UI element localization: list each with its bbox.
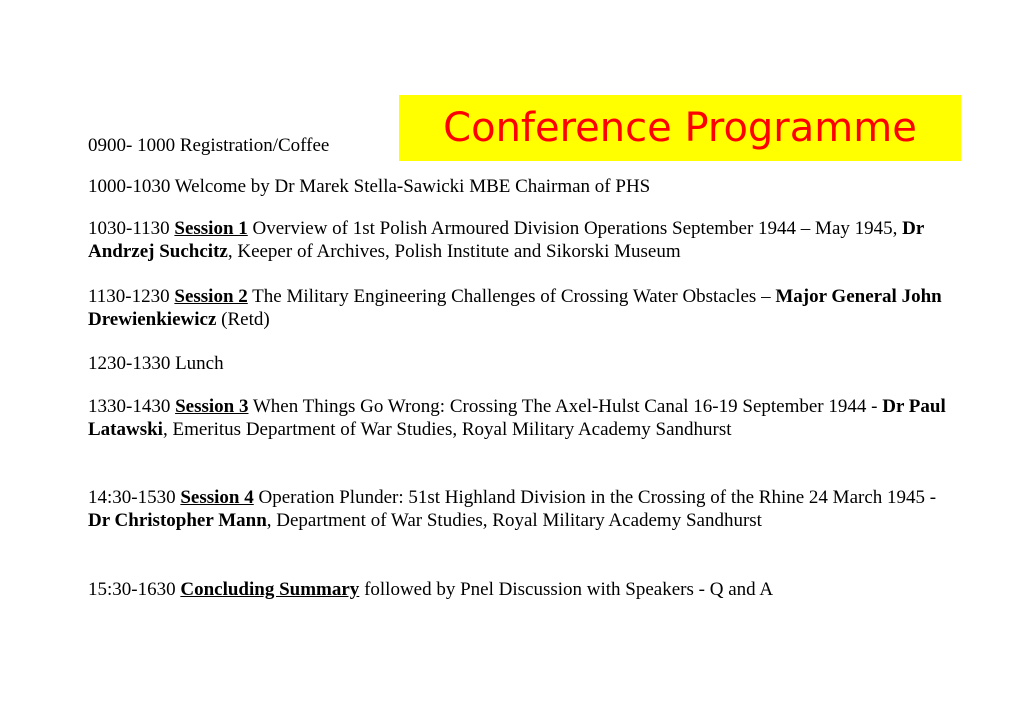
page-title: Conference Programme [443, 105, 917, 151]
programme-entry-concluding-summary [88, 578, 808, 601]
entry-text: 1330-1430 [88, 396, 176, 417]
entry-text: , Keeper of Archives, Polish Institute and Sikorski Museum [227, 241, 681, 262]
session-label: Session 1 [174, 218, 248, 239]
speaker-name: Dr Paul Latawski [88, 396, 946, 440]
entry-text: (Retd) [216, 309, 270, 330]
session-label: Session 3 [175, 396, 249, 417]
entry-text: 1130-1230 [88, 286, 175, 307]
session-label: Session 4 [180, 487, 254, 508]
programme-entry-registration [88, 134, 948, 157]
entry-text: , Department of War Studies, Royal Military Academy Sandhurst [266, 510, 762, 531]
entry-text: 1230-1330 Lunch [88, 353, 224, 374]
entry-text: 1030-1130 [88, 218, 175, 239]
entry-text: The Military Engineering Challenges of Crossing Water Obstacles – [247, 286, 776, 307]
entry-text: 0900- 1000 Registration/Coffee [88, 135, 330, 156]
session-label: Session 2 [174, 286, 248, 307]
programme-entry-session-3 [88, 395, 948, 441]
programme-entry-session-1 [88, 217, 948, 263]
programme-entry-welcome [88, 175, 948, 198]
entry-text: Overview of 1st Polish Armoured Division Operations September 1944 – May 1945, [247, 218, 903, 239]
speaker-name: Dr Andrzej Suchcitz [88, 218, 924, 262]
programme-entry-session-2 [88, 285, 948, 331]
entry-text: Operation Plunder: 51st Highland Division in the Crossing of the Rhine 24 March 1945 - [253, 487, 937, 508]
entry-text: , Emeritus Department of War Studies, Royal Military Academy Sandhurst [162, 419, 732, 440]
speaker-name: Major General John Drewienkiewicz [88, 286, 942, 330]
entry-text: 1000-1030 Welcome by Dr Marek Stella-Sawicki MBE Chairman of PHS [88, 176, 651, 197]
entry-text: 15:30-1630 [88, 579, 181, 600]
session-label: Concluding Summary [180, 579, 360, 600]
programme-entry-lunch [88, 352, 948, 375]
speaker-name: Dr Christopher Mann [88, 510, 267, 531]
entry-text: 14:30-1530 [88, 487, 181, 508]
entry-text: When Things Go Wrong: Crossing The Axel-Hulst Canal 16-19 September 1944 - [248, 396, 883, 417]
programme-entry-session-4 [88, 486, 948, 532]
entry-text: followed by Pnel Discussion with Speakers - Q and A [359, 579, 774, 600]
